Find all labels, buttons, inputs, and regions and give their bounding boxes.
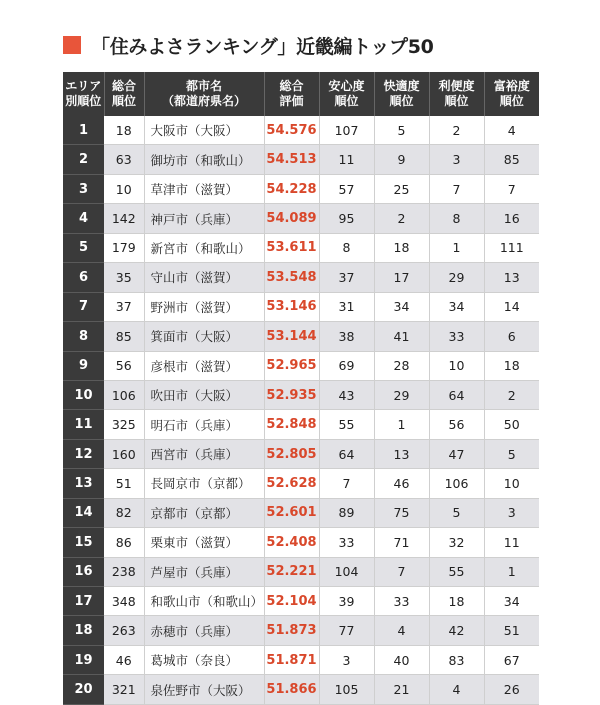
cell-city-name: 吹田市（大阪）: [144, 380, 264, 409]
cell-convenience-rank: 64: [429, 380, 484, 409]
cell-convenience-rank: 3: [429, 145, 484, 174]
cell-convenience-rank: 47: [429, 439, 484, 468]
cell-area-rank: 19: [63, 645, 104, 674]
cell-city-name: 栗東市（滋賀）: [144, 528, 264, 557]
cell-area-rank: 4: [63, 204, 104, 233]
column-header-line: 順位: [111, 94, 136, 108]
cell-wealth-rank: 7: [484, 174, 539, 203]
cell-city-name: 神戸市（兵庫）: [144, 204, 264, 233]
cell-overall-score: 52.805: [264, 439, 319, 468]
cell-comfort-rank: 18: [374, 233, 429, 262]
cell-comfort-rank: 75: [374, 498, 429, 527]
cell-overall-rank: 10: [104, 174, 144, 203]
table-row: [63, 204, 539, 233]
cell-safety-rank: 43: [319, 380, 374, 409]
table-row: [63, 469, 539, 498]
cell-overall-score: 54.513: [264, 145, 319, 174]
cell-area-rank: 10: [63, 380, 104, 409]
cell-wealth-rank: 11: [484, 528, 539, 557]
cell-overall-rank: 82: [104, 498, 144, 527]
cell-comfort-rank: 46: [374, 469, 429, 498]
cell-convenience-rank: 83: [429, 645, 484, 674]
column-header-line: 順位: [444, 94, 469, 108]
column-header-line: 順位: [334, 94, 359, 108]
column-header-line: 評価: [279, 94, 304, 108]
cell-overall-rank: 348: [104, 587, 144, 616]
cell-convenience-rank: 42: [429, 616, 484, 645]
cell-overall-rank: 85: [104, 322, 144, 351]
cell-city-name: 長岡京市（京都）: [144, 469, 264, 498]
cell-wealth-rank: 4: [484, 116, 539, 145]
cell-comfort-rank: 28: [374, 351, 429, 380]
cell-overall-rank: 63: [104, 145, 144, 174]
column-header-line: 快適度: [383, 79, 420, 93]
cell-safety-rank: 11: [319, 145, 374, 174]
column-header-safety-rank: [319, 72, 374, 116]
cell-city-name: 大阪市（大阪）: [144, 116, 264, 145]
cell-comfort-rank: 29: [374, 380, 429, 409]
cell-overall-score: 51.871: [264, 645, 319, 674]
cell-overall-rank: 86: [104, 528, 144, 557]
cell-safety-rank: 105: [319, 675, 374, 704]
cell-safety-rank: 55: [319, 410, 374, 439]
column-header-line: 富裕度: [493, 79, 530, 93]
cell-overall-rank: 106: [104, 380, 144, 409]
cell-city-name: 泉佐野市（大阪）: [144, 675, 264, 704]
cell-city-name: 和歌山市（和歌山）: [144, 587, 264, 616]
table-row: [63, 233, 539, 262]
cell-area-rank: 15: [63, 528, 104, 557]
cell-wealth-rank: 18: [484, 351, 539, 380]
cell-convenience-rank: 32: [429, 528, 484, 557]
cell-comfort-rank: 1: [374, 410, 429, 439]
cell-overall-score: 52.965: [264, 351, 319, 380]
cell-convenience-rank: 1: [429, 233, 484, 262]
cell-comfort-rank: 2: [374, 204, 429, 233]
cell-area-rank: 17: [63, 587, 104, 616]
cell-convenience-rank: 29: [429, 263, 484, 292]
cell-convenience-rank: 56: [429, 410, 484, 439]
table-row: [63, 557, 539, 586]
cell-overall-score: 54.228: [264, 174, 319, 203]
cell-city-name: 草津市（滋賀）: [144, 174, 264, 203]
cell-overall-score: 52.601: [264, 498, 319, 527]
cell-safety-rank: 64: [319, 439, 374, 468]
column-header-line: 安心度: [328, 79, 365, 93]
table-row: [63, 145, 539, 174]
table-row: [63, 174, 539, 203]
cell-wealth-rank: 67: [484, 645, 539, 674]
table-row: [63, 322, 539, 351]
column-header-line: 別順位: [65, 94, 102, 108]
cell-comfort-rank: 34: [374, 292, 429, 321]
cell-overall-score: 54.089: [264, 204, 319, 233]
cell-comfort-rank: 4: [374, 616, 429, 645]
table-row: [63, 380, 539, 409]
cell-area-rank: 6: [63, 263, 104, 292]
cell-area-rank: 9: [63, 351, 104, 380]
cell-convenience-rank: 106: [429, 469, 484, 498]
table-body: [63, 116, 539, 704]
cell-safety-rank: 38: [319, 322, 374, 351]
column-header-line: 総合: [111, 79, 136, 93]
cell-safety-rank: 31: [319, 292, 374, 321]
cell-overall-score: 53.144: [264, 322, 319, 351]
cell-safety-rank: 69: [319, 351, 374, 380]
column-header-city-name: [144, 72, 264, 116]
cell-comfort-rank: 5: [374, 116, 429, 145]
ranking-table: [63, 72, 539, 705]
cell-convenience-rank: 7: [429, 174, 484, 203]
cell-convenience-rank: 8: [429, 204, 484, 233]
cell-wealth-rank: 6: [484, 322, 539, 351]
cell-comfort-rank: 71: [374, 528, 429, 557]
cell-overall-score: 51.866: [264, 675, 319, 704]
cell-convenience-rank: 34: [429, 292, 484, 321]
table-row: [63, 263, 539, 292]
cell-wealth-rank: 111: [484, 233, 539, 262]
cell-safety-rank: 89: [319, 498, 374, 527]
cell-overall-rank: 37: [104, 292, 144, 321]
column-header-convenience-rank: [429, 72, 484, 116]
cell-safety-rank: 8: [319, 233, 374, 262]
cell-overall-score: 53.548: [264, 263, 319, 292]
cell-area-rank: 20: [63, 675, 104, 704]
cell-convenience-rank: 2: [429, 116, 484, 145]
cell-city-name: 御坊市（和歌山）: [144, 145, 264, 174]
cell-overall-rank: 238: [104, 557, 144, 586]
cell-convenience-rank: 18: [429, 587, 484, 616]
cell-overall-score: 53.611: [264, 233, 319, 262]
cell-wealth-rank: 51: [484, 616, 539, 645]
cell-city-name: 西宮市（兵庫）: [144, 439, 264, 468]
cell-convenience-rank: 5: [429, 498, 484, 527]
cell-convenience-rank: 55: [429, 557, 484, 586]
cell-safety-rank: 107: [319, 116, 374, 145]
cell-comfort-rank: 13: [374, 439, 429, 468]
cell-area-rank: 12: [63, 439, 104, 468]
cell-overall-rank: 321: [104, 675, 144, 704]
column-header-line: 都市名: [185, 79, 222, 93]
table-row: [63, 498, 539, 527]
cell-overall-rank: 325: [104, 410, 144, 439]
page-title: [63, 30, 434, 60]
cell-overall-rank: 35: [104, 263, 144, 292]
column-header-overall-rank: [104, 72, 144, 116]
cell-area-rank: 2: [63, 145, 104, 174]
cell-safety-rank: 77: [319, 616, 374, 645]
cell-safety-rank: 37: [319, 263, 374, 292]
cell-city-name: 箕面市（大阪）: [144, 322, 264, 351]
cell-safety-rank: 39: [319, 587, 374, 616]
table-row: [63, 645, 539, 674]
cell-overall-score: 52.628: [264, 469, 319, 498]
title-text: 「住みよさランキング」近畿編トップ50: [91, 35, 434, 58]
cell-overall-score: 54.576: [264, 116, 319, 145]
cell-city-name: 京都市（京都）: [144, 498, 264, 527]
cell-overall-score: 52.221: [264, 557, 319, 586]
cell-overall-rank: 51: [104, 469, 144, 498]
cell-overall-rank: 179: [104, 233, 144, 262]
cell-comfort-rank: 9: [374, 145, 429, 174]
cell-overall-rank: 56: [104, 351, 144, 380]
cell-wealth-rank: 26: [484, 675, 539, 704]
column-header-line: 総合: [279, 79, 304, 93]
cell-wealth-rank: 34: [484, 587, 539, 616]
cell-safety-rank: 3: [319, 645, 374, 674]
cell-area-rank: 16: [63, 557, 104, 586]
cell-comfort-rank: 40: [374, 645, 429, 674]
cell-overall-score: 52.848: [264, 410, 319, 439]
table-row: [63, 587, 539, 616]
table-row: [63, 528, 539, 557]
cell-overall-rank: 46: [104, 645, 144, 674]
cell-area-rank: 13: [63, 469, 104, 498]
cell-area-rank: 14: [63, 498, 104, 527]
cell-city-name: 新宮市（和歌山）: [144, 233, 264, 262]
cell-wealth-rank: 10: [484, 469, 539, 498]
cell-overall-rank: 142: [104, 204, 144, 233]
cell-overall-rank: 160: [104, 439, 144, 468]
cell-overall-score: 52.935: [264, 380, 319, 409]
cell-city-name: 彦根市（滋賀）: [144, 351, 264, 380]
cell-area-rank: 7: [63, 292, 104, 321]
title-marker: [63, 36, 81, 54]
column-header-line: エリア: [65, 79, 102, 93]
cell-overall-score: 52.408: [264, 528, 319, 557]
cell-area-rank: 1: [63, 116, 104, 145]
cell-area-rank: 11: [63, 410, 104, 439]
table-row: [63, 116, 539, 145]
cell-convenience-rank: 10: [429, 351, 484, 380]
column-header-line: 順位: [499, 94, 524, 108]
cell-wealth-rank: 5: [484, 439, 539, 468]
column-header-line: 利便度: [438, 79, 475, 93]
cell-safety-rank: 7: [319, 469, 374, 498]
cell-wealth-rank: 50: [484, 410, 539, 439]
cell-city-name: 赤穂市（兵庫）: [144, 616, 264, 645]
table-header-row: [63, 72, 539, 116]
cell-city-name: 明石市（兵庫）: [144, 410, 264, 439]
column-header-overall-score: [264, 72, 319, 116]
column-header-area-rank: [63, 72, 104, 116]
table-row: [63, 675, 539, 704]
cell-wealth-rank: 2: [484, 380, 539, 409]
cell-overall-rank: 263: [104, 616, 144, 645]
cell-city-name: 葛城市（奈良）: [144, 645, 264, 674]
table-row: [63, 292, 539, 321]
cell-area-rank: 8: [63, 322, 104, 351]
cell-wealth-rank: 1: [484, 557, 539, 586]
cell-area-rank: 3: [63, 174, 104, 203]
cell-comfort-rank: 33: [374, 587, 429, 616]
column-header-line: （都道府県名）: [161, 94, 246, 108]
cell-city-name: 芦屋市（兵庫）: [144, 557, 264, 586]
table-row: [63, 439, 539, 468]
table-row: [63, 616, 539, 645]
cell-city-name: 野洲市（滋賀）: [144, 292, 264, 321]
cell-safety-rank: 104: [319, 557, 374, 586]
cell-safety-rank: 95: [319, 204, 374, 233]
cell-wealth-rank: 85: [484, 145, 539, 174]
column-header-wealth-rank: [484, 72, 539, 116]
cell-convenience-rank: 33: [429, 322, 484, 351]
cell-safety-rank: 33: [319, 528, 374, 557]
cell-area-rank: 18: [63, 616, 104, 645]
table-row: [63, 410, 539, 439]
column-header-line: 順位: [389, 94, 414, 108]
cell-safety-rank: 57: [319, 174, 374, 203]
table-row: [63, 351, 539, 380]
cell-overall-score: 51.873: [264, 616, 319, 645]
cell-wealth-rank: 13: [484, 263, 539, 292]
cell-overall-rank: 18: [104, 116, 144, 145]
cell-wealth-rank: 3: [484, 498, 539, 527]
cell-comfort-rank: 41: [374, 322, 429, 351]
cell-convenience-rank: 4: [429, 675, 484, 704]
cell-wealth-rank: 16: [484, 204, 539, 233]
cell-comfort-rank: 17: [374, 263, 429, 292]
cell-wealth-rank: 14: [484, 292, 539, 321]
cell-overall-score: 52.104: [264, 587, 319, 616]
cell-overall-score: 53.146: [264, 292, 319, 321]
cell-comfort-rank: 25: [374, 174, 429, 203]
cell-comfort-rank: 7: [374, 557, 429, 586]
column-header-comfort-rank: [374, 72, 429, 116]
cell-area-rank: 5: [63, 233, 104, 262]
cell-city-name: 守山市（滋賀）: [144, 263, 264, 292]
cell-comfort-rank: 21: [374, 675, 429, 704]
